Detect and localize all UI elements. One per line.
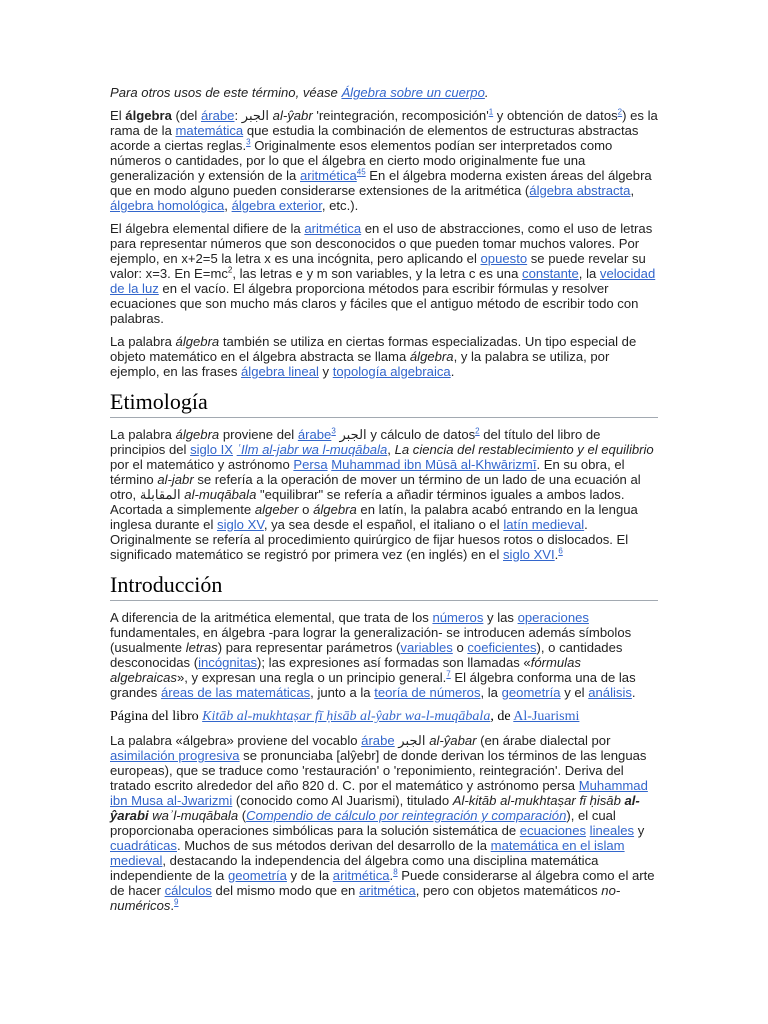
text: El álgebra elemental difiere de la	[110, 221, 305, 236]
reference-link[interactable]: 3	[246, 137, 251, 147]
text: y las	[483, 610, 518, 625]
text: , la	[480, 685, 502, 700]
link-compendio[interactable]: Compendio de cálculo por reintegración y comparación	[246, 808, 567, 823]
heading-etimologia: Etimología	[110, 389, 658, 418]
reference-link[interactable]: 6	[558, 546, 563, 556]
link-siglo-xv[interactable]: siglo XV	[217, 517, 264, 532]
link-cuadraticas[interactable]: cuadráticas	[110, 838, 177, 853]
italic-term: letras	[185, 640, 218, 655]
link-aritmetica[interactable]: aritmética	[358, 883, 416, 898]
hatnote	[110, 85, 658, 100]
italic-term: al-ŷabr	[272, 108, 313, 123]
text: . Originalmente se refería al procedimiento quirúrgico de fijar huesos rotos o dislocados. El significado matemático se registró por primera vez (en inglés) en el	[110, 517, 629, 562]
italic-term: algeber	[254, 502, 299, 517]
italic-term: waʾl-muqābala	[152, 808, 239, 823]
arabic-text: المقابلة	[139, 487, 181, 502]
link-persa[interactable]: Persa	[293, 457, 328, 472]
reference-link[interactable]: 4	[356, 167, 362, 177]
text: y de la	[286, 868, 333, 883]
heading-introduccion: Introducción	[110, 572, 658, 601]
text: fundamentales, en álgebra -para lograr la generalización- se introducen además símbolos (usualmente	[110, 625, 632, 655]
link-velocidad-luz[interactable]: velocidad de la luz	[110, 266, 656, 296]
text: 'reintegración, recomposición'	[312, 108, 489, 123]
italic-term: La ciencia del restablecimiento y el equilibrio	[394, 442, 654, 457]
link-arabe[interactable]: árabe	[361, 733, 395, 748]
link-operaciones[interactable]: operaciones	[517, 610, 589, 625]
text: , ya sea desde el español, el italiano o el	[263, 517, 504, 532]
link-algebra-lineal[interactable]: álgebra lineal	[241, 364, 319, 379]
italic-term: álgebra	[175, 427, 220, 442]
bold-term: álgebra	[125, 108, 172, 123]
text: y cálculo de datos	[366, 427, 476, 442]
text: , la	[578, 266, 600, 281]
link-variables[interactable]: variables	[400, 640, 453, 655]
link-coeficientes[interactable]: coeficientes	[467, 640, 537, 655]
text: El álgebra conforma una de las grandes	[110, 670, 636, 700]
hatnote-text: .	[484, 85, 489, 100]
reference-link[interactable]: 8	[393, 867, 398, 877]
link-teoria-numeros[interactable]: teoría de números	[374, 685, 481, 700]
hatnote-link[interactable]: Álgebra sobre un cuerpo	[341, 85, 485, 100]
hatnote-text: Para otros usos de este término, véase	[110, 85, 342, 100]
text: (del	[171, 108, 201, 123]
reference-link[interactable]: 3	[331, 426, 336, 436]
arabic-text: الجبر	[241, 108, 270, 123]
link-numeros[interactable]: números	[432, 610, 484, 625]
arabic-text: الجبر	[398, 733, 426, 748]
text: ,	[224, 198, 232, 213]
text: ) para representar parámetros (	[217, 640, 401, 655]
reference-link[interactable]: 7	[446, 669, 451, 679]
link-aritmetica[interactable]: aritmética	[299, 168, 357, 183]
reference-link[interactable]: 1	[488, 107, 494, 117]
link-kitab[interactable]: Kitāb al-mukhtaṣar fī ḥisāb al-ŷabr wa-l-muqābala	[202, 709, 491, 724]
text: :	[234, 108, 242, 123]
link-analisis[interactable]: análisis	[588, 685, 632, 700]
link-al-jwarizmi[interactable]: Muhammad ibn Musa al-Jwarizmi	[110, 778, 648, 808]
text: .	[170, 898, 175, 913]
text: La palabra «álgebra» proviene del vocablo	[110, 733, 362, 748]
text: ), el cual proporcionaba operaciones simbólicas para la solución sistemática de	[110, 808, 616, 838]
link-algebra-abstracta[interactable]: álgebra abstracta	[529, 183, 631, 198]
link-ecuaciones[interactable]: ecuaciones	[519, 823, 587, 838]
link-al-juarismi[interactable]: Al-Juarismi	[513, 709, 580, 724]
reference-link[interactable]: 5	[361, 167, 366, 177]
text: y el	[560, 685, 589, 700]
italic-term: álgebra	[313, 502, 357, 517]
text: ,	[387, 442, 395, 457]
text: .	[631, 685, 636, 700]
text: en el vacío. El álgebra proporciona métodos para escribir fórmulas y resolver ecuaciones que son mucho más claros y fáciles que el antiguo método de escribir todo con palabras.	[110, 281, 639, 326]
text: Puede considerarse al álgebra como el arte de hacer	[110, 868, 655, 898]
link-geometria[interactable]: geometría	[501, 685, 561, 700]
link-topologia-algebraica[interactable]: topología algebraica	[332, 364, 451, 379]
reference-link[interactable]: 2	[617, 107, 623, 117]
superscript: 2	[227, 265, 233, 275]
text: que estudia la combinación de elementos de estructuras abstractas acorde a ciertas reglas.	[110, 123, 639, 153]
reference-link[interactable]: 2	[475, 426, 480, 436]
paragraph-vocablo	[110, 733, 658, 913]
link-arabe[interactable]: árabe	[200, 108, 235, 123]
text: se pronunciaba [alŷebr] de donde derivan los términos de las lenguas europeas), que se traduce como 'restauración' o 'reponimiento, reintegración'. Deriva del tratado escrito alrededor del año 820 d. C. por el matemático y astrónomo persa	[110, 748, 647, 793]
paragraph-elemental	[110, 221, 658, 326]
reference-link[interactable]: 9	[174, 897, 179, 907]
link-geometria[interactable]: geometría	[227, 868, 287, 883]
text: En el álgebra moderna existen áreas del álgebra que en modo alguno pueden considerarse extensiones de la aritmética (	[110, 168, 652, 198]
text: del título del libro de principios del	[110, 427, 601, 457]
link-constante[interactable]: constante	[522, 266, 579, 281]
italic-term: Al-kitāb al-mukhtaṣar fī ḥisāb	[452, 793, 621, 808]
link-siglo-xvi[interactable]: siglo XVI	[503, 547, 555, 562]
italic-term: al-jabr	[157, 472, 194, 487]
link-al-khwarizmi[interactable]: Muhammad ibn Mūsā al-Khwārizmī	[331, 457, 537, 472]
text: .	[389, 868, 394, 883]
text: en el uso de abstracciones, como el uso de letras para representar números que son desconocidos o que pueden tomar muchos valores. Por ejemplo, en x+2=5 la letra x es una incógnita, pero aplicando el	[110, 221, 653, 266]
link-matematica[interactable]: matemática	[175, 123, 244, 138]
paragraph-introduccion	[110, 610, 658, 700]
text: por el matemático y astrónomo	[110, 457, 294, 472]
italic-term: álgebra	[409, 349, 454, 364]
text: », y expresan una regla o un principio general.	[176, 670, 447, 685]
link-siglo-ix[interactable]: siglo IX	[190, 442, 234, 457]
text: del mismo modo que en	[211, 883, 359, 898]
text: o	[452, 640, 468, 655]
text: . En su obra, el término	[110, 457, 625, 487]
text: , pero con objetos matemáticos	[415, 883, 602, 898]
text: ); las expresiones así formadas son llamadas «	[257, 655, 531, 670]
caption-text: Página del libro	[110, 709, 203, 724]
link-asimilacion-progresiva[interactable]: asimilación progresiva	[110, 748, 240, 763]
text: o	[298, 502, 314, 517]
text: (en árabe dialectal por	[476, 733, 611, 748]
italic-term: al-ŷabar	[429, 733, 477, 748]
article-body	[110, 85, 658, 921]
link-algebra-homologica[interactable]: álgebra homológica	[110, 198, 225, 213]
italic-term: fórmulas algebraicas	[110, 655, 581, 685]
text: y	[634, 823, 645, 838]
italic-term: álgebra	[175, 334, 220, 349]
text: en latín, la palabra acabó entrando en la lengua inglesa durante el	[110, 502, 638, 532]
text: se refería a la operación de mover un término de un lado de una ecuación al otro,	[110, 472, 641, 502]
text: El	[110, 108, 126, 123]
text: , destacando la independencia del álgebra como una disciplina matemática independiente de la	[110, 853, 599, 883]
link-opuesto[interactable]: opuesto	[480, 251, 528, 266]
text: A diferencia de la aritmética elemental, que trata de los	[110, 610, 433, 625]
link-aritmetica[interactable]: aritmética	[332, 868, 390, 883]
paragraph-especializadas	[110, 334, 658, 379]
text: , y la palabra se utiliza, por ejemplo, en las frases	[110, 349, 610, 379]
bold-italic-term: al-ŷarabi	[110, 793, 640, 823]
paragraph-intro	[110, 108, 658, 213]
text: (	[238, 808, 247, 823]
paragraph-etimologia	[110, 427, 658, 562]
link-latin-medieval[interactable]: latín medieval	[503, 517, 585, 532]
link-lineales[interactable]: lineales	[589, 823, 635, 838]
text: y	[318, 364, 333, 379]
text: , las letras e y m son variables, y la letra c es una	[232, 266, 523, 281]
text: ,	[630, 183, 635, 198]
link-ilm-al-jabr[interactable]: ʿIlm al-jabr wa l-muqābala	[236, 442, 388, 457]
text: La palabra	[110, 334, 176, 349]
link-areas-matematicas[interactable]: áreas de las matemáticas	[160, 685, 311, 700]
text: , junto a la	[310, 685, 375, 700]
text: también se utiliza en ciertas formas especializadas. Un tipo especial de objeto matemático en el álgebra abstracta se llama	[110, 334, 637, 364]
link-matematica-islam[interactable]: matemática en el islam medieval	[110, 838, 625, 868]
text: proviene del	[219, 427, 298, 442]
text: , etc.).	[321, 198, 359, 213]
arabic-text: الجبر	[339, 427, 367, 442]
image-caption	[110, 708, 658, 725]
italic-term: al-muqābala	[184, 487, 257, 502]
link-incognitas[interactable]: incógnitas	[198, 655, 258, 670]
caption-text: , de	[490, 709, 514, 724]
text: Originalmente esos elementos podían ser interpretados como números o cantidades, por lo que el álgebra en cierto modo originalmente fue una generalización y extensión de la	[110, 138, 613, 183]
link-calculos[interactable]: cálculos	[164, 883, 212, 898]
text: ) es la rama de la	[110, 108, 658, 138]
link-aritmetica[interactable]: aritmética	[304, 221, 362, 236]
link-algebra-exterior[interactable]: álgebra exterior	[231, 198, 322, 213]
text: se puede revelar su valor: x=3. En E=mc	[110, 251, 646, 281]
text: y obtención de datos	[493, 108, 618, 123]
text: La palabra	[110, 427, 176, 442]
text: . Muchos de sus métodos derivan del desarrollo de la	[176, 838, 491, 853]
italic-term: no-numéricos	[110, 883, 621, 913]
text: "equilibrar" se refería a añadir términos iguales a ambos lados. Acortada a simplemente	[110, 487, 625, 517]
text: .	[450, 364, 455, 379]
link-arabe[interactable]: árabe	[297, 427, 332, 442]
text: ), o cantidades desconocidas (	[110, 640, 623, 670]
text: (conocido como Al Juarismi), titulado	[232, 793, 453, 808]
text: .	[554, 547, 559, 562]
